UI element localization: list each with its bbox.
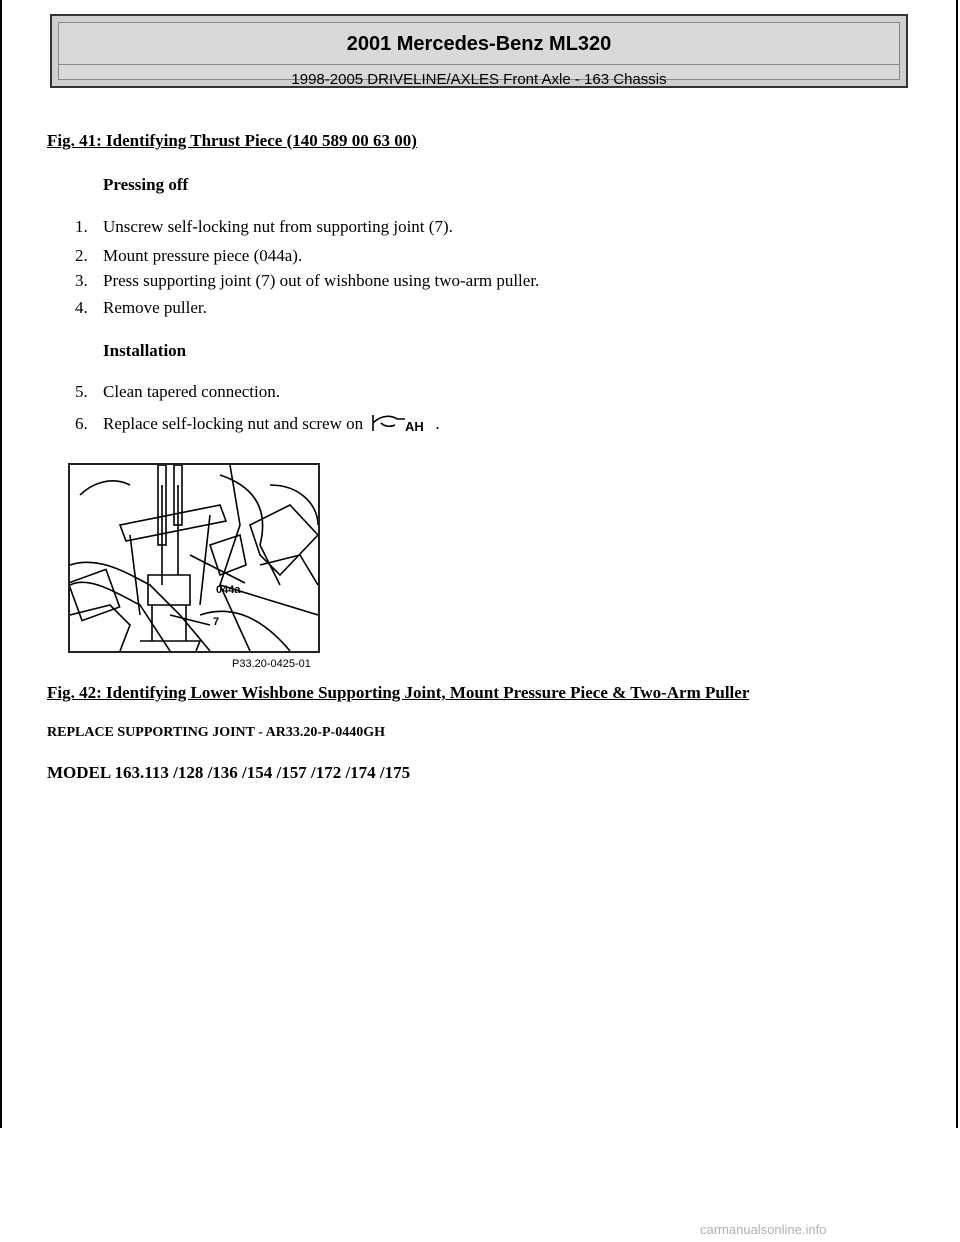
installation-heading: Installation xyxy=(103,341,187,360)
header-divider xyxy=(59,64,899,65)
figure-code: P33.20-0425-01 xyxy=(232,658,311,670)
watermark: carmanualsonline.info xyxy=(700,1222,827,1237)
header-inner xyxy=(58,22,900,88)
step-1 xyxy=(75,217,453,237)
step-number: 5. xyxy=(75,382,88,401)
step-5 xyxy=(75,382,280,402)
step-3 xyxy=(75,271,539,291)
step-6 xyxy=(75,411,440,440)
step-number: 1. xyxy=(75,217,88,236)
wishbone-puller-figure xyxy=(68,463,320,653)
pressing-off-heading: Pressing off xyxy=(103,175,189,194)
step-4 xyxy=(75,298,207,318)
page-border-right xyxy=(956,0,958,1128)
tightening-torque-ah-icon[interactable] xyxy=(371,411,431,440)
step-6-suffix: . xyxy=(435,414,440,433)
header-subtitle: 1998-2005 DRIVELINE/AXLES Front Axle - 163 Chassis xyxy=(291,71,667,88)
step-number: 3. xyxy=(75,271,88,290)
page-border-left xyxy=(0,0,2,1128)
header-title: 2001 Mercedes-Benz ML320 xyxy=(346,33,612,55)
replace-supporting-joint-heading: REPLACE SUPPORTING JOINT - AR33.20-P-0440GH xyxy=(47,725,385,740)
label-7: 7 xyxy=(213,616,220,628)
ah-icon-label: AH xyxy=(405,419,425,434)
step-number: 2. xyxy=(75,246,88,265)
fig41-caption: Fig. 41: Identifying Thrust Piece (140 589 00 63 00) xyxy=(47,131,417,150)
document-header xyxy=(50,14,908,88)
step-text: Mount pressure piece (044a). xyxy=(103,246,303,265)
step-text: Press supporting joint (7) out of wishbone using two-arm puller. xyxy=(103,271,540,290)
step-text: Clean tapered connection. xyxy=(103,382,281,401)
fig42-caption: Fig. 42: Identifying Lower Wishbone Supporting Joint, Mount Pressure Piece & Two-Arm Puller xyxy=(47,683,750,702)
step-number: 6. xyxy=(75,414,88,433)
step-text: Remove puller. xyxy=(103,298,207,317)
step-number: 4. xyxy=(75,298,88,317)
model-heading: MODEL 163.113 /128 /136 /154 /157 /172 /174 /175 xyxy=(47,763,411,782)
step-text: Unscrew self-locking nut from supporting joint (7). xyxy=(103,217,453,236)
puller-illustration xyxy=(70,465,318,651)
step-text: Replace self-locking nut and screw on xyxy=(103,414,364,433)
step-2 xyxy=(75,246,302,266)
label-044a: 044a xyxy=(216,584,241,596)
